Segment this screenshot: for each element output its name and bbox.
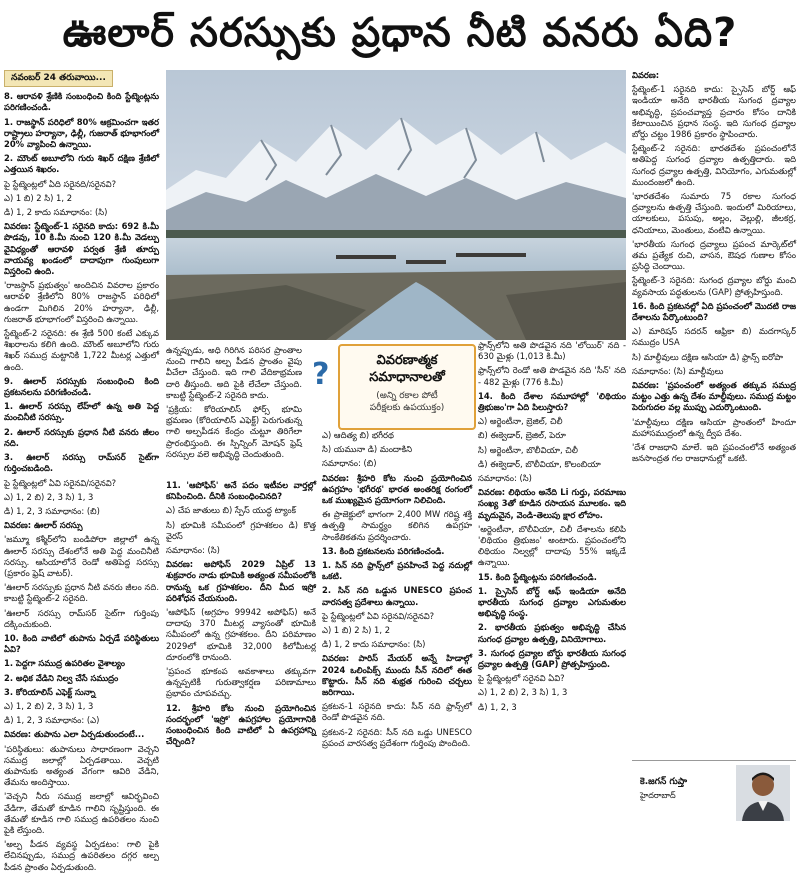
col1-paragraph: స్టేట్మెంట్-2 సరైనది: ఈ శ్రేణి 500 కంటే ఎక్కువ శిఖరాలను కలిగి ఉంది. మౌంట్ అబూలోని గురు శిఖర్ సముద్ర మట్టానికి 1,722 మీటర్ల ఎత్తులో ఉంది. [4,328,159,372]
col6-paragraph: 'భారతదేశం సుమారు 75 రకాల సుగంధ ద్రవ్యాలను ఉత్పత్తి చేస్తుంది. ఇందులో మిరియాలు, యాలకులు, పసుపు, అల్లం, వెల్లుల్లి, జీలకర్ర, ధనియాలు, మెంతులు, వంటివి ఉన్నాయి. [632,191,796,235]
col3-paragraph: 12. శ్రీహరి కోట నుంచి ప్రయోగించిన సందర్భంలో 'ఇస్రో' ఉపగ్రహాల ప్రయోగానికి సంబంధించిన కింది వాటిలో ఏ ఉపగ్రహాన్ని చేర్చింది? [166,702,316,747]
col4-paragraph: ఎ) 1 బి) 2 సి) 1, 2 [322,625,391,636]
col1-paragraph: 'పరిస్థితులు: తుపానులు సాధారణంగా వెచ్చని సముద్ర జలాల్లో ఏర్పడతాయి. వెచ్చటి తుపానుకు అత్యంత వేగంగా ఆవిరి వేడిని, తేమను అందిస్తాయి. [4,743,159,788]
col6-paragraph: స్టేట్మెంట్-1 సరైనది కాదు: స్పైసెస్ బోర్డ్ ఆఫ్ ఇండియా అనేది భారతీయ సుగంధ ద్రవ్యాల అభివృద్ధి, ప్రపంచవ్యాప్త ప్రచారం కోసం దానికి కేటాయించిన ప్రధాన సంస్థ. ఇది సుగంధ ద్రవ్యాల బోర్డు చట్టం 1986 ప్రకారం స్థాపించారు. [632,84,796,140]
col5-paragraph: 1. స్పైసెస్ బోర్డ్ ఆఫ్ ఇండియా అనేది భారతీయ సుగంధ ద్రవ్యాల ఎగుమతుల అభివృద్ధి సంస్థ. [478,585,626,619]
col4-paragraph: ప్రకటన-1 సరైనది కాదు: సీన్ నది ఫ్రాన్స్‌లో రెండో పొడవైన నది. [322,701,472,723]
col5-paragraph: 3. సుగంధ ద్రవ్యాల బోర్డు భారతీయ సుగంధ ద్రవ్యాల ఉత్పత్తి (GAP) ప్రోత్సహిస్తుంది. [478,647,626,670]
col5-paragraph: 14. కింది దేశాల సమూహాల్లో 'లిథియం త్రిభుజం'గా ఏది పిలుస్తారు? [478,390,626,413]
col1-paragraph: వివరణ: ఊలార్ సరస్సు [4,520,83,531]
col1-paragraph: 1. ఊలార్ సరస్సు లేహ్‌లో ఉన్న అతి పెద్ద మంచినీటి సరస్సు. [4,401,159,423]
col3-paragraph: 'ప్రపంచ భూకంప అవకాశాలు తక్కువగా ఉన్నప్పటికీ గురుత్వాకర్షణ పరిణామాలు ప్రభావం చూపవచ్చు. [166,666,316,699]
col5-paragraph: సమాధానం: (సి) [478,473,532,484]
column-2-text [166,345,302,460]
col2-paragraph: ఉన్నప్పుడు, అధి గిరిగిన పరిసర ప్రాంతాల నుంచి గాలిని అల్ప పీడన ప్రాంతం వైపు వీచేలా చేస్తుంది. ఇది గాలి వేదికాభ్రమణ దారి తీస్తుంది. అది పైకి లేచేలా చేస్తుంది. కాబట్టి స్టేట్మెంట్-2 సరైనది కాదు. [166,345,302,400]
col4-paragraph: 2. సిన్ నది ఒడ్డున UNESCO ప్రపంచ వారసత్వ ప్రదేశాలు ఉన్నాయి. [322,585,472,607]
author-name: కె.జగన్ గుప్తా [640,777,688,787]
col1-paragraph: ఎ) 1, 2 బి) 2, 3 సి) 1, 3 [4,491,94,502]
column-5-text [478,340,626,713]
box-title-1: వివరణాత్మక [376,353,438,368]
col1-paragraph: 3. కోరియాలిస్ ఎఫెక్ట్ సున్నా [4,686,96,697]
box-subtitle-1: (అన్ని రకాల పోటీ [376,391,438,401]
col5-paragraph: వివరణ: లిథియం అనేది Li గుర్తు, పరమాణు సంఖ్య 3తో కూడిన రసాయన మూలకం. ఇది మృదువైన, వెండి-తెలుపు క్షార లోహం. [478,487,626,520]
explanations-box [338,344,476,430]
col4-paragraph: 1. సిన్ నది ఫ్రాన్స్‌లో ప్రవహించే పెద్ద నదుల్లో ఒకటి. [322,560,472,582]
col5-paragraph: ఫ్రాన్స్‌లోని అతి పొడవైన నది 'లోయిర్' నది - 630 మైళ్లు (1,013 కి.మీ) [478,340,626,362]
author-block [632,760,796,823]
col1-paragraph: వివరణ: తుపాను ఎలా ఏర్పడుతుందంటే... [4,729,145,740]
col6-paragraph: 'దేశ రాజధాని మాలే. ఇది ప్రపంచంలోనే అత్యంత జనసాంద్రత గల రాజధానుల్లో ఒకటి. [632,442,796,464]
col1-paragraph: 'ఊలార్ సరస్సుకు ప్రధాన నీటి వనరు జీలం నది. కాబట్టి స్టేట్మెంట్-2 సరైనది. [4,582,159,604]
column-1-text [4,91,159,873]
column-3 [166,480,316,822]
col1-paragraph: 8. ఆరావళి శ్రేణికి సంబంధించి కింది స్టేట్మెంట్లను పరిగణించండి. [4,91,159,113]
col1-paragraph: 'జమ్మూ కశ్మీర్‌లోని బండిపోరా జిల్లాలో ఉన్న ఊలార్ సరస్సు దేశంలోనే అతి పెద్ద మంచినీటి సరస్సు. ఆసియాలోనే రెండో అతిపెద్ద సరస్సు (ప్రకారం ఫ్రెష్ వాటర్). [4,534,159,578]
col1-paragraph: 9. ఊలార్ సరస్సుకు సంబంధించి కింది ప్రకటనలను పరిగణించండి. [4,375,159,398]
col1-paragraph: ఎ) 1 బి) 2 సి) 1, 2 [4,192,73,203]
col6-paragraph: 'మాల్దీవులు దక్షిణ ఆసియా ప్రాంతంలో హిందూ మహాసముద్రంలో ఉన్న ద్వీప దేశం. [632,416,796,438]
col3-paragraph: వివరణ: అపోఫిస్ 2029 ఏప్రిల్ 13 శుక్రవారం నాడు భూమికి అత్యంత సమీపంలోకి రానున్న ఒక గ్రహశకలం. దీని మీద ఇస్రో పరిశోధన చేయనుంది. [166,559,316,603]
col4-paragraph: డి) 1, 2 కాదు సమాధానం: (సి) [322,639,426,650]
col1-paragraph: 1. పెద్దగా సముద్ర ఉపరితల వైశాల్యం [4,658,126,669]
col4-paragraph: ఎ) ఆదిత్య బి) భగీరథ [322,430,394,440]
col5-paragraph: డి) 1, 2, 3 [478,701,517,712]
col5-paragraph: ఎ) 1, 2 బి) 2, 3 సి) 1, 3 [478,687,568,698]
col5-paragraph: పై స్టేట్మెంట్లలో సరైనవి ఏవి? [478,673,565,684]
col1-paragraph: 'అల్ప పీడన వ్యవస్థ ఏర్పడటం: గాలి పైకి లేచినప్పుడు, సముద్ర ఉపరితలం దగ్గర అల్ప పీడన ప్రాంతం ఏర్పడుతుంది. [4,839,159,872]
col1-paragraph: 2. ఊలార్ సరస్సుకు ప్రధాన నీటి వనరు జీలం నది. [4,426,159,448]
column-6-text [632,70,796,465]
col6-paragraph: సి) మాల్దీవులు దక్షిణ ఆసియా డి) ఫ్రాన్స్ ఐరోపా [632,351,784,362]
col1-paragraph: 'రాజస్థాన్ ప్రభుత్వం' అందిచిన వివరాల ప్రకారం ఆరావళి శ్రేణిలోని 80% రాజస్థాన్ పరిధిలో ఉండగా మిగిలిన 20% హర్యానా, ఢిల్లీ, గుజరాత్ భూభాగంలో విస్తరించి ఉన్నాయి. [4,280,159,324]
col3-paragraph: ఎ) చేప జాతులు బి) స్పేస్ యుద్ధ ట్యాంక్ [166,505,297,516]
col6-paragraph: స్టేట్మెంట్-2 సరైనది: భారతదేశం ప్రపంచంలోనే అతిపెద్ద సుగంధ ద్రవ్యాల ఉత్పత్తిదారు. ఇది సుగంధ ద్రవ్యాల ఉత్పత్తి, వినియోగం, ఎగుమతుల్లో ముందంజలో ఉంది. [632,143,796,187]
col6-paragraph: స్టేట్మెంట్-3 సరైనది: సుగంధ ద్రవ్యాల బోర్డు మంచి వ్యవసాయ పద్ధతులను (GAP) ప్రోత్సహిస్తుంది. [632,275,796,297]
col1-paragraph: డి) 1, 2 కాదు సమాధానం: (సి) [4,207,108,218]
col4-paragraph: వివరణ: పారిస్ మేయర్ అన్నే హిడాల్గో 2024 ఒలింపిక్స్ ముందు సీన్ నదిలో ఈత కొట్టారు. సీన్ నది శుభ్రత గురించి చర్చలు జరిగాయి. [322,653,472,698]
col1-paragraph: డి) 1, 2, 3 సమాధానం: (ఎ) [4,715,100,726]
column-1 [4,70,160,872]
col6-paragraph: 16. కింది ప్రకటనల్లో ఏది ప్రపంచంలో మొదటి రాజ దేశాలను పేర్కొంటుంది? [632,300,796,323]
column-5 [478,340,626,730]
date-tag: నవంబర్ 24 తరువాయి... [4,70,113,87]
col1-paragraph: ఎ) 1, 2 బి) 2, 3 సి) 1, 3 [4,700,94,711]
col1-paragraph: పై స్టేట్మెంట్లలో ఏవి సరైనవి/సరైనవి? [4,477,117,488]
col4-paragraph: వివరణ: శ్రీహరి కోట నుంచి ప్రయోగించిన ఉపగ్రహం 'భగీరథ' భారత అంతరిక్ష రంగంలో ఒక ముఖ్యమైన ప్రయోగంగా నిలిచింది. [322,472,472,506]
column-6 [632,70,796,756]
col3-paragraph: 11. 'ఆపోఫిస్' అనే పదం ఇటీవల వార్తల్లో కనిపించింది. దీనికి సంబంధించినది? [166,480,316,502]
col1-paragraph: 1. రాజస్థాన్ పరిధిలో 80% ఆక్రమించగా ఇతర రాష్ట్రాలు హర్యానా, ఢిల్లీ, గుజరాత్ భూభాగంలో 20% వ్యాపించి ఉన్నాయి. [4,116,160,150]
col3-paragraph: 'ఆపోఫిస్ (అగ్రహం 99942 అపోఫిస్) అనే దాదాపు 370 మీటర్ల వ్యాసంతో భూమికి సమీపంలో ఉన్న గ్రహశకలం. దీని పరిమాణం 2029లో భూమికి 32,000 కిలోమీటర్ల దూరంలోకి రానుంది. [166,607,316,662]
col5-paragraph: డి) ఈక్వెడార్, బొలీవియా, కొలంబియా [478,458,601,469]
col6-paragraph: వివరణ: 'ప్రపంచంలో అత్యంత తక్కువ సముద్ర మట్టం ఎత్తు ఉన్న దేశం మాల్దీవులు. సముద్ర మట్టం పెరుగుదల వల్ల ముప్పు ఎదుర్కొంటుంది. [632,380,796,413]
col1-paragraph: పై స్టేట్మెంట్లలో ఏది సరైనది/సరైనవి? [4,178,117,189]
col4-paragraph: సి) యమునా డి) మందాకిని [322,444,412,455]
col5-paragraph: బి) ఈక్వెడార్, బ్రెజిల్, పెరూ [478,430,566,441]
box-subtitle-2: పరీక్షలకు ఉపయుక్తం) [369,403,445,413]
col5-paragraph: ఎ) అర్జెంటీనా, బ్రెజిల్, చిలీ [478,416,563,427]
col1-paragraph: 'ఊలార్ సరస్సు రామ్‌సర్ సైట్‌గా గుర్తింపు దక్కించుకుంది. [4,607,159,629]
center-feature [308,344,472,428]
col1-paragraph: 'వెచ్చని నీరు సముద్ర జలాల్లో ఆవిర్భవించి వేడిగా, తేమతో కూడిన గాలిని సృష్టిస్తుంది. ఈ తేమతో కూడిన గాలి సముద్ర ఉపరితలం నుంచి పైకి లేస్తుంది. [4,791,159,835]
col5-paragraph: ఫ్రాన్స్‌లోని రెండో అతి పొడవైన నది 'సీన్' నది - 482 మైళ్లు (776 కి.మీ) [478,365,626,387]
column-4-text [322,430,472,749]
col1-paragraph: 10. కింది వాటిలో తుపాను ఏర్పడే పరిస్థితులు ఏవి? [4,632,159,655]
lake-photo [166,70,626,340]
col4-paragraph: ప్రకటన-2 సరైనది: సీన్ నది ఒడ్డు UNESCO ప్రపంచ వారసత్వ ప్రదేశంగా గుర్తింపు పొందింది. [322,726,472,748]
svg-text:?: ? [312,357,330,392]
box-title-2: సమాధానాలతో [369,370,445,385]
col6-paragraph: సమాధానం: (సి) మాల్దీవులు [632,365,724,376]
col2-paragraph: 'ప్రక్రియ: కోరియాలిస్ ఫోర్స్ భూమి భ్రమణం (కోరియాలిస్ ఎఫెక్ట్) పెరుగుతున్న గాలి అల్పపీడన కేంద్రం చుట్టూ తిరిగేలా ప్రారంభిస్తుంది. ఈ స్పిన్నింగ్ మోషన్ ఫ్రెష్ సరస్సుల వలె అభివృద్ధి చెందుతుంది. [166,404,302,459]
col1-paragraph: 2. అధిక వేడిని నిల్వ చేసే సముద్రం [4,672,119,683]
question-mark-icon [308,344,338,428]
col4-paragraph: 13. కింది ప్రకటనలను పరిగణించండి. [322,545,445,556]
col5-paragraph: 2. భారతీయ ప్రభుత్వం అభివృద్ధి చేసిన సుగంధ ద్రవ్యాల ఉత్పత్తి, వినియోగాలు. [478,622,626,644]
col3-paragraph: సమాధానం: (సి) [166,545,220,556]
column-2 [166,345,302,475]
col6-paragraph: వివరణ: [632,70,660,80]
author-city: హైదరాబాద్ [640,791,676,800]
headline: ఊలార్ సరస్సుకు ప్రధాన నీటి వనరు ఏది? [62,10,738,56]
col1-paragraph: 3. ఊలార్ సరస్సు రామ్‌సర్ సైట్‌గా గుర్తించబడింది. [4,452,159,474]
column-3-text [166,480,316,747]
author-photo [736,765,790,821]
col1-paragraph: 2. మౌంట్ అబూలోని గురు శిఖర్ దక్షిణ శ్రేణిలో ఎత్తయిన శిఖరం. [4,153,159,175]
column-4 [322,430,472,822]
col4-paragraph: సమాధానం: (బి) [322,458,377,469]
col1-paragraph: వివరణ: స్టేట్మెంట్-1 సరైనది కాదు: 692 కి.మీ పొడవు, 10 కి.మీ నుంచి 120 కి.మీ వెడల్పు వైవిధ్యంతో ఆరావళి పర్వత శ్రేణి తూర్పు వాయవ్య ఖండంలో దాదాపుగా గుంపులుగా విస్తరించి ఉంది. [4,221,159,277]
col3-paragraph: సి) భూమికి సమీపంలో గ్రహశకలం డి) కొత్త వైరస్ [166,519,316,541]
col5-paragraph: సి) అర్జెంటీనా, బొలీవియా, చిలీ [478,444,578,455]
col1-paragraph: డి) 1, 2, 3 సమాధానం: (బి) [4,505,100,516]
col6-paragraph: 'భారతీయ సుగంధ ద్రవ్యాలు ప్రపంచ మార్కెట్‌లో తమ ప్రత్యేక రుచి, వాసన, ఔషధ గుణాల కోసం ప్రసిద్ధి చెందాయి. [632,238,796,272]
col4-paragraph: ఈ ప్రాజెక్టులో భాగంగా 2,400 MW గరిష్ట శక్తి ఉత్పత్తి సామర్థ్యం కలిగిన ఉపగ్రహ సాంకేతికతను ప్రదర్శించారు. [322,509,472,542]
col4-paragraph: పై స్టేట్మెంట్లలో ఏవి సరైనవి/సరైనవి? [322,610,435,621]
col6-paragraph: ఎ) మారిషస్ సదరన్ ఆఫ్రికా బి) మదగాస్కర్ సముద్రం USA [632,326,796,348]
col5-paragraph: 'అర్జెంటీనా, బొలీవియా, చిలీ దేశాలను కలిపి 'లిథియం త్రిభుజం' అంటారు. ప్రపంచంలోని లిథియం నిల్వల్లో దాదాపు 55% ఇక్కడే ఉన్నాయి. [478,523,626,568]
col5-paragraph: 15. కింది స్టేట్మెంట్లను పరిగణించండి. [478,571,597,582]
